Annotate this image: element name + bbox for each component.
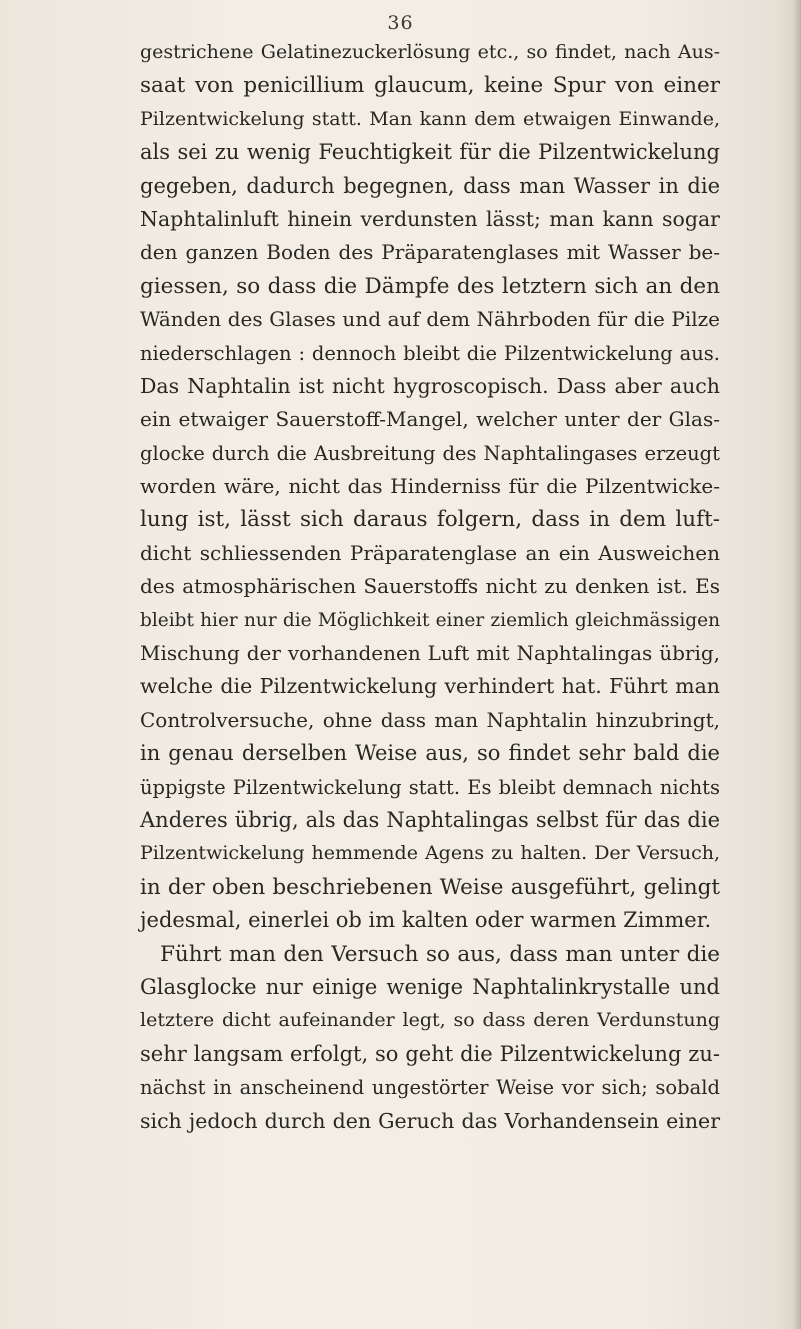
text-line: worden wäre, nicht das Hinderniss für die Pilzentwicke-	[140, 474, 720, 499]
page-number: 36	[387, 12, 414, 34]
text-line: lung ist, lässt sich daraus folgern, dass in dem luft-	[140, 507, 720, 533]
text-line: üppigste Pilzentwickelung statt. Es bleibt demnach nichts	[140, 775, 720, 799]
text-line: sich jedoch durch den Geruch das Vorhandensein einer	[140, 1108, 720, 1133]
text-line: gestrichene Gelatinezuckerlösung etc., so findet, nach Aus-	[140, 41, 720, 63]
text-line: Mischung der vorhandenen Luft mit Naphtalingas übrig,	[140, 641, 720, 666]
text-line: gegeben, dadurch begegnen, dass man Wasser in die	[140, 173, 720, 198]
text-line: glocke durch die Ausbreitung des Naphtalingases erzeugt	[140, 441, 720, 465]
text-line: Controlversuche, ohne dass man Naphtalin hinzubringt,	[140, 707, 720, 732]
text-line: Pilzentwickelung statt. Man kann dem etwaigen Einwande,	[140, 107, 720, 130]
text-line: Glasglocke nur einige wenige Naphtalinkrystalle und	[140, 974, 720, 999]
text-line: Naphtalinluft hinein verdunsten lässt; man kann sogar	[140, 206, 720, 231]
text-line: niederschlagen : dennoch bleibt die Pilzentwickelung aus.	[140, 341, 720, 365]
text-line: in der oben beschriebenen Weise ausgeführt, gelingt	[140, 874, 720, 900]
text-line: als sei zu wenig Feuchtigkeit für die Pilzentwickelung	[140, 140, 720, 165]
text-line: nächst in anscheinend ungestörter Weise vor sich; sobald	[140, 1076, 720, 1100]
text-line: bleibt hier nur die Möglichkeit einer ziemlich gleichmässigen	[140, 609, 720, 631]
text-line: Anderes übrig, als das Naphtalingas selbst für das die	[140, 807, 720, 832]
text-line: welche die Pilzentwickelung verhindert hat. Führt man	[140, 674, 720, 699]
text-line: des atmosphärischen Sauerstoffs nicht zu denken ist. Es	[140, 574, 720, 599]
text-line: in genau derselben Weise aus, so findet sehr bald die	[140, 741, 720, 766]
text-line: giessen, so dass die Dämpfe des letztern sich an den	[140, 273, 720, 299]
page-edge-shadow	[793, 0, 801, 1329]
text-line: jedesmal, einerlei ob im kalten oder warmen Zimmer.	[140, 908, 712, 933]
text-line: ein etwaiger Sauerstoff-Mangel, welcher unter der Glas-	[140, 407, 720, 432]
text-line: Pilzentwickelung hemmende Agens zu halten. Der Versuch,	[140, 842, 720, 865]
text-line: sehr langsam erfolgt, so geht die Pilzentwickelung zu-	[140, 1041, 720, 1066]
text-line: Das Naphtalin ist nicht hygroscopisch. Dass aber auch	[140, 373, 720, 398]
text-line: den ganzen Boden des Präparatenglases mit Wasser be-	[140, 240, 720, 265]
text-line: Führt man den Versuch so aus, dass man unter die	[160, 941, 720, 967]
body-text	[140, 36, 720, 1138]
text-line: dicht schliessenden Präparatenglase an ein Ausweichen	[140, 540, 720, 565]
text-line: Wänden des Glases und auf dem Nährboden für die Pilze	[140, 307, 720, 332]
text-line: saat von penicillium glaucum, keine Spur von einer	[140, 73, 720, 99]
text-line: letztere dicht aufeinander legt, so dass deren Verdunstung	[140, 1009, 720, 1032]
